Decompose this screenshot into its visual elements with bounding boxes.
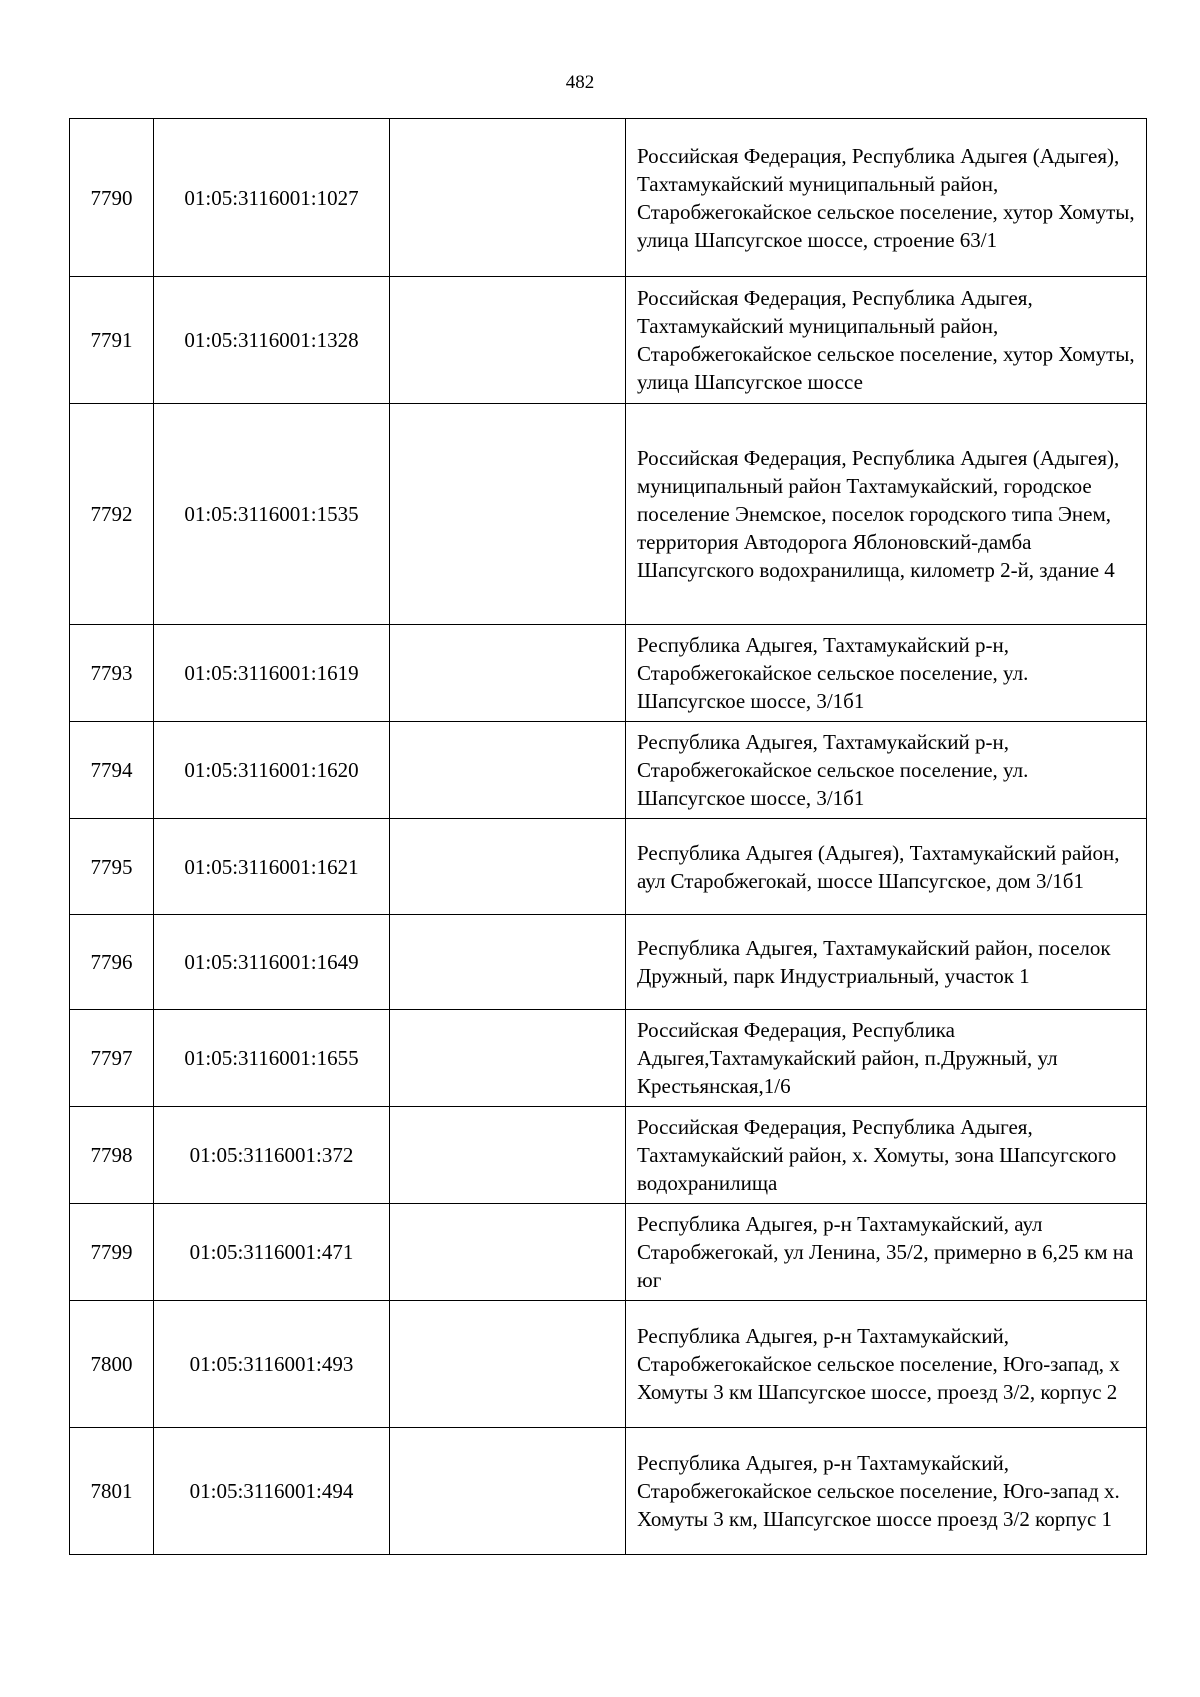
cadastral-number: 01:05:3116001:493 (154, 1301, 390, 1428)
blank-cell (390, 1428, 626, 1555)
cadastral-number: 01:05:3116001:494 (154, 1428, 390, 1555)
address: Республика Адыгея (Адыгея), Тахтамукайский район, аул Старобжегокай, шоссе Шапсугское, дом 3/1б1 (626, 819, 1147, 915)
blank-cell (390, 1107, 626, 1204)
blank-cell (390, 277, 626, 404)
cadastral-number: 01:05:3116001:1621 (154, 819, 390, 915)
table-row (70, 915, 1147, 1010)
cadastral-number: 01:05:3116001:1328 (154, 277, 390, 404)
blank-cell (390, 819, 626, 915)
table-row (70, 819, 1147, 915)
blank-cell (390, 625, 626, 722)
row-number: 7793 (70, 625, 154, 722)
cadastral-number: 01:05:3116001:1619 (154, 625, 390, 722)
row-number: 7790 (70, 119, 154, 277)
blank-cell (390, 915, 626, 1010)
row-number: 7799 (70, 1204, 154, 1301)
address: Республика Адыгея, р-н Тахтамукайский, Старобжегокайское сельское поселение, Юго-запад, х Хомуты 3 км Шапсугское шоссе, проезд 3/2, корпус 2 (626, 1301, 1147, 1428)
cadastral-number: 01:05:3116001:1620 (154, 722, 390, 819)
cadastral-number: 01:05:3116001:1655 (154, 1010, 390, 1107)
row-number: 7796 (70, 915, 154, 1010)
row-number: 7798 (70, 1107, 154, 1204)
registry-table (69, 118, 1147, 1555)
address: Республика Адыгея, Тахтамукайский р-н, Старобжегокайское сельское поселение, ул. Шапсугское шоссе, 3/1б1 (626, 625, 1147, 722)
blank-cell (390, 722, 626, 819)
address: Республика Адыгея, Тахтамукайский район, поселок Дружный, парк Индустриальный, участок 1 (626, 915, 1147, 1010)
cadastral-number: 01:05:3116001:1027 (154, 119, 390, 277)
address: Республика Адыгея, р-н Тахтамукайский, Старобжегокайское сельское поселение, Юго-запад х. Хомуты 3 км, Шапсугское шоссе проезд 3/2 корпус 1 (626, 1428, 1147, 1555)
row-number: 7797 (70, 1010, 154, 1107)
table-row (70, 404, 1147, 625)
row-number: 7795 (70, 819, 154, 915)
cadastral-number: 01:05:3116001:471 (154, 1204, 390, 1301)
page-number: 482 (565, 72, 595, 93)
table-row (70, 625, 1147, 722)
address: Российская Федерация, Республика Адыгея (Адыгея), Тахтамукайский муниципальный район, Старобжегокайское сельское поселение, хутор Хомуты, улица Шапсугское шоссе, строение 63/1 (626, 119, 1147, 277)
table-row (70, 1428, 1147, 1555)
row-number: 7801 (70, 1428, 154, 1555)
address: Российская Федерация, Республика Адыгея (Адыгея), муниципальный район Тахтамукайский, городское поселение Энемское, поселок городского типа Энем, территория Автодорога Яблоновский-дамба Шапсугского водохранилища, километр 2-й, здание 4 (626, 404, 1147, 625)
blank-cell (390, 119, 626, 277)
cadastral-number: 01:05:3116001:372 (154, 1107, 390, 1204)
blank-cell (390, 1204, 626, 1301)
registry-table-body (70, 119, 1147, 1555)
row-number: 7791 (70, 277, 154, 404)
table-row (70, 1107, 1147, 1204)
cadastral-number: 01:05:3116001:1535 (154, 404, 390, 625)
blank-cell (390, 1010, 626, 1107)
table-row (70, 1204, 1147, 1301)
row-number: 7792 (70, 404, 154, 625)
table-row (70, 1301, 1147, 1428)
table-row (70, 722, 1147, 819)
table-row (70, 277, 1147, 404)
blank-cell (390, 404, 626, 625)
address: Республика Адыгея, Тахтамукайский р-н, Старобжегокайское сельское поселение, ул. Шапсугское шоссе, 3/1б1 (626, 722, 1147, 819)
address: Российская Федерация, Республика Адыгея, Тахтамукайский район, х. Хомуты, зона Шапсугского водохранилища (626, 1107, 1147, 1204)
address: Российская Федерация, Республика Адыгея,Тахтамукайский район, п.Дружный, ул Крестьянская,1/6 (626, 1010, 1147, 1107)
row-number: 7794 (70, 722, 154, 819)
table-row (70, 119, 1147, 277)
blank-cell (390, 1301, 626, 1428)
address: Республика Адыгея, р-н Тахтамукайский, аул Старобжегокай, ул Ленина, 35/2, примерно в 6,25 км на юг (626, 1204, 1147, 1301)
address: Российская Федерация, Республика Адыгея, Тахтамукайский муниципальный район, Старобжегокайское сельское поселение, хутор Хомуты, улица Шапсугское шоссе (626, 277, 1147, 404)
table-row (70, 1010, 1147, 1107)
cadastral-number: 01:05:3116001:1649 (154, 915, 390, 1010)
row-number: 7800 (70, 1301, 154, 1428)
